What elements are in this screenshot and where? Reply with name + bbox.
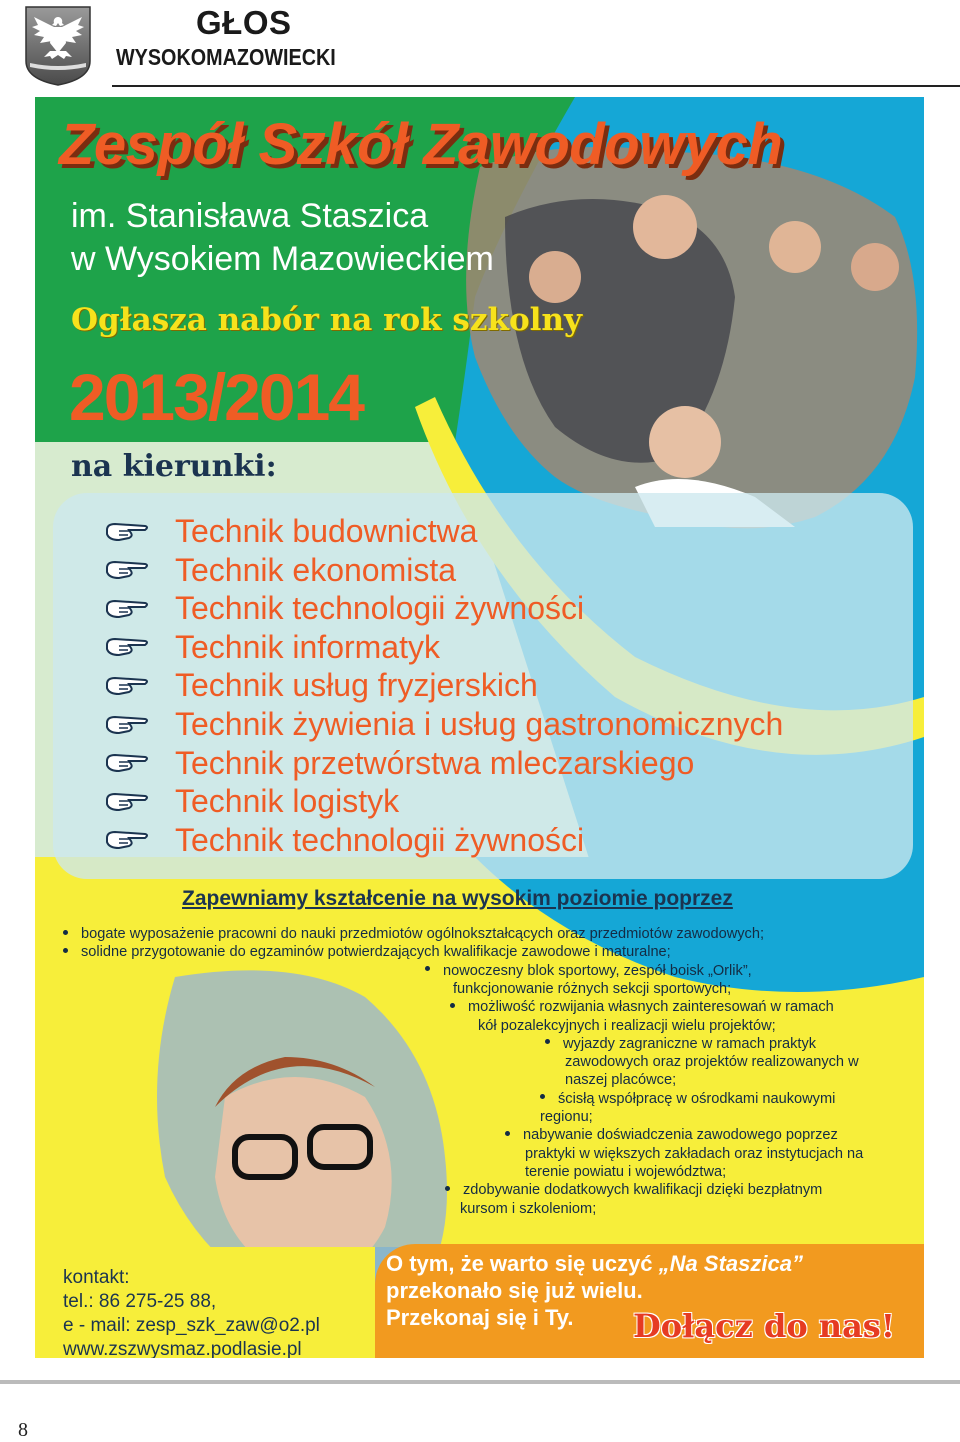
pointing-hand-icon [105, 751, 149, 775]
newspaper-title: GŁOS [196, 4, 292, 41]
bullet-dot [63, 930, 68, 935]
enrollment-announcement: Ogłasza nabór na rok szkolny [71, 302, 582, 338]
school-location: w Wysokiem Mazowieckiem [71, 240, 494, 278]
advantage-text-continued: terenie powiatu i województwa; [525, 1163, 727, 1180]
advantage-text-continued: funkcjonowanie różnych sekcji sportowych; [453, 980, 732, 997]
contact-website: www.zszwysmaz.podlasie.pl [63, 1339, 302, 1358]
direction-item [105, 551, 456, 590]
join-us-slogan: Dołącz do nas! [633, 1307, 895, 1345]
advantage-text-continued: kursom i szkoleniom; [460, 1200, 597, 1217]
cta-line2: przekonało się już wielu. [386, 1278, 643, 1303]
advantage-text-continued: kół pozalekcyjnych i realizacji wielu projektów; [478, 1017, 776, 1034]
advantage-text: nowoczesny blok sportowy, zespół boisk „Orlik”, [443, 962, 752, 979]
contact-email: e - mail: zesp_szk_zaw@o2.pl [63, 1315, 320, 1336]
school-year: 2013/2014 [69, 360, 363, 434]
advantage-text-continued: praktyki w większych zakładach oraz instytucjach na [525, 1145, 864, 1162]
pointing-hand-icon [105, 828, 149, 852]
direction-item [105, 589, 584, 628]
advantage-text-continued: regionu; [540, 1109, 593, 1125]
direction-item [105, 782, 399, 821]
header-divider [112, 85, 960, 87]
pointing-hand-icon [105, 597, 149, 621]
direction-label: Technik przetwórstwa mleczarskiego [175, 744, 695, 781]
advantage-text-continued: naszej placówce; [565, 1072, 677, 1089]
direction-item [105, 821, 584, 860]
advantage-item [63, 943, 671, 961]
pointing-hand-icon [105, 713, 149, 737]
bullet-dot [445, 1186, 450, 1191]
bullet-dot [545, 1039, 550, 1044]
page-number: 8 [18, 1419, 28, 1441]
newspaper-subtitle: WYSOKOMAZOWIECKI [116, 44, 336, 70]
direction-item [105, 666, 538, 705]
school-patron: im. Stanisława Staszica [71, 197, 429, 235]
direction-item [105, 705, 783, 744]
advantage-item [445, 1181, 822, 1199]
direction-item [105, 744, 694, 783]
eagle-crest-logo [24, 5, 92, 87]
advantage-item [63, 925, 764, 943]
pointing-hand-icon [105, 635, 149, 659]
contact-label: kontakt: [63, 1267, 130, 1288]
direction-label: Technik budownictwa [175, 513, 478, 549]
pointing-hand-icon [105, 520, 149, 544]
education-heading: Zapewniamy kształcenie na wysokim poziomie poprzez [182, 887, 733, 910]
cta-line3: Przekonaj się i Ty. [386, 1305, 574, 1330]
direction-item [105, 628, 440, 667]
pointing-hand-icon [105, 674, 149, 698]
direction-label: Technik żywienia i usług gastronomicznych [175, 706, 784, 742]
bullet-dot [63, 948, 68, 953]
cta-school-nickname: „Na Staszica” [658, 1251, 803, 1276]
school-poster [35, 97, 924, 1358]
advantage-text: ścisłą współpracę w ośrodkami naukowymi [558, 1090, 836, 1107]
advantage-text: zdobywanie dodatkowych kwalifikacji dzięki bezpłatnym [463, 1182, 823, 1199]
direction-item [105, 512, 477, 551]
advantage-item [545, 1035, 816, 1053]
advantage-item [425, 962, 752, 980]
advantage-text: bogate wyposażenie pracowni do nauki przedmiotów ogólnokształcących oraz przedmiotów zawodowych; [81, 926, 765, 942]
bullet-dot [425, 966, 430, 971]
direction-label: Technik logistyk [175, 783, 400, 820]
directions-heading: na kierunki: [71, 449, 277, 484]
advantage-text: możliwość rozwijania własnych zainteresowań w ramach [468, 999, 834, 1016]
advantage-text-continued: zawodowych oraz projektów realizowanych w [565, 1054, 859, 1071]
direction-label: Technik technologii żywności [175, 821, 585, 858]
school-name: Zespół Szkół Zawodowych [59, 112, 783, 177]
advantage-item [505, 1126, 838, 1144]
bullet-dot [540, 1094, 545, 1099]
contact-block [63, 1266, 320, 1358]
pointing-hand-icon [105, 790, 149, 814]
bullet-dot [450, 1003, 455, 1008]
direction-label: Technik ekonomista [175, 551, 457, 588]
advantage-item [450, 998, 834, 1016]
direction-label: Technik usług fryzjerskich [175, 667, 538, 704]
direction-label: Technik informatyk [175, 628, 440, 665]
advantage-item [540, 1090, 835, 1108]
advantage-text: nabywanie doświadczenia zawodowego poprzez [523, 1127, 838, 1144]
bullet-dot [505, 1131, 510, 1136]
cta-line1: O tym, że warto się uczyć [386, 1251, 659, 1276]
footer-divider [0, 1380, 960, 1384]
direction-label: Technik technologii żywności [175, 590, 585, 627]
advantage-text: solidne przygotowanie do egzaminów potwierdzających kwalifikacje zawodowe i maturalne; [81, 944, 671, 961]
advantage-text: wyjazdy zagraniczne w ramach praktyk [563, 1035, 817, 1052]
pointing-hand-icon [105, 558, 149, 582]
contact-phone: tel.: 86 275-25 88, [63, 1291, 217, 1312]
